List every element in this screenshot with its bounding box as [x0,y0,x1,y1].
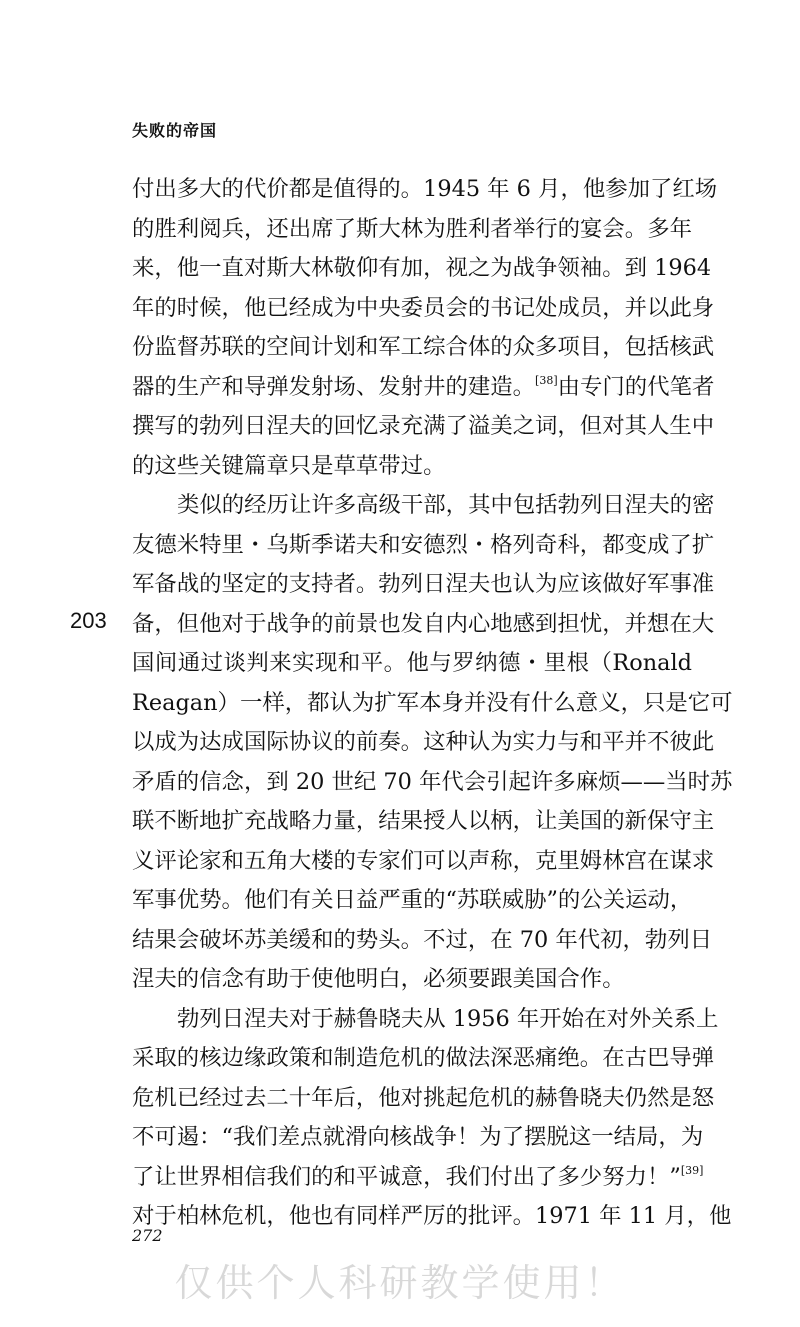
text-line: 年的时候，他已经成为中央委员会的书记处成员，并以此身 [132,294,715,321]
text-line: 来，他一直对斯大林敬仰有加，视之为战争领袖。到 1964 [132,255,712,281]
text-line: 对于柏林危机，他也有同样严厉的批评。1971 年 11 月，他 [132,1203,732,1229]
text-line: Reagan）一样，都认为扩军本身并没有什么意义，只是它可 [132,689,733,716]
text-line: 义评论家和五角大楼的专家们可以声称，克里姆林宫在谋求 [132,847,715,874]
text-line: 国间通过谈判来实现和平。他与罗纳德・里根（Ronald [132,650,692,676]
text-line: 危机已经过去二十年后，他对挑起危机的赫鲁晓夫仍然是怒 [132,1084,715,1111]
text-line: 矛盾的信念，到 20 世纪 70 年代会引起许多麻烦——当时苏 [132,768,733,795]
margin-page-number: 203 [70,608,107,633]
text-line: 军备战的坚定的支持者。勃列日涅夫也认为应该做好军事准 [132,571,715,597]
body-text [132,170,733,1237]
text-segment: 由专门的代笔者 [557,373,715,400]
text-line: 备，但他对于战争的前景也发自内心地感到担忧，并想在大 [132,610,715,637]
footnote-ref: [39] [680,1163,704,1177]
paragraph-3 [132,1000,732,1237]
page-number: 272 [132,1226,163,1245]
text-line: 采取的核边缘政策和制造危机的做法深恶痛绝。在古巴导弹 [132,1045,715,1071]
text-line [132,1158,704,1198]
paragraph-1 [132,170,718,486]
text-line: 撰写的勃列日涅夫的回忆录充满了溢美之词，但对其人生中 [132,413,715,439]
text-line: 友德米特里・乌斯季诺夫和安德烈・格列奇科，都变成了扩 [132,531,715,558]
text-line: 以成为达成国际协议的前奏。这种认为实力与和平并不彼此 [132,729,715,755]
text-line: 勃列日涅夫对于赫鲁晓夫从 1956 年开始在对外关系上 [177,1005,719,1032]
text-line: 涅夫的信念有助于使他明白，必须要跟美国合作。 [132,966,625,992]
text-line: 结果会破坏苏美缓和的势头。不过，在 70 年代初，勃列日 [132,926,713,953]
paragraph-2 [132,486,733,1000]
text-line: 付出多大的代价都是值得的。1945 年 6 月，他参加了红场 [132,176,718,202]
text-segment: 器的生产和导弹发射场、发射井的建造。 [132,373,536,400]
text-line [132,368,715,408]
text-line: 的这些关键篇章只是草草带过。 [132,452,446,479]
running-head: 失败的帝国 [132,121,218,140]
footnote-ref: [38] [535,373,558,387]
text-line: 军事优势。他们有关日益严重的“苏联威胁”的公关运动， [132,887,693,913]
text-line: 的胜利阅兵，还出席了斯大林为胜利者举行的宴会。多年 [132,215,692,242]
text-line: 联不断地扩充战略力量，结果授人以柄，让美国的新保守主 [132,808,715,834]
watermark: 仅供个人科研教学使用！ [174,1261,626,1305]
text-segment: 了让世界相信我们的和平诚意，我们付出了多少努力！” [132,1163,681,1190]
text-line: 不可遏：“我们差点就滑向核战争！为了摆脱这一结局，为 [132,1124,704,1150]
text-line: 类似的经历让许多高级干部，其中包括勃列日涅夫的密 [177,492,715,518]
text-line: 份监督苏联的空间计划和军工综合体的众多项目，包括核武 [132,334,715,360]
